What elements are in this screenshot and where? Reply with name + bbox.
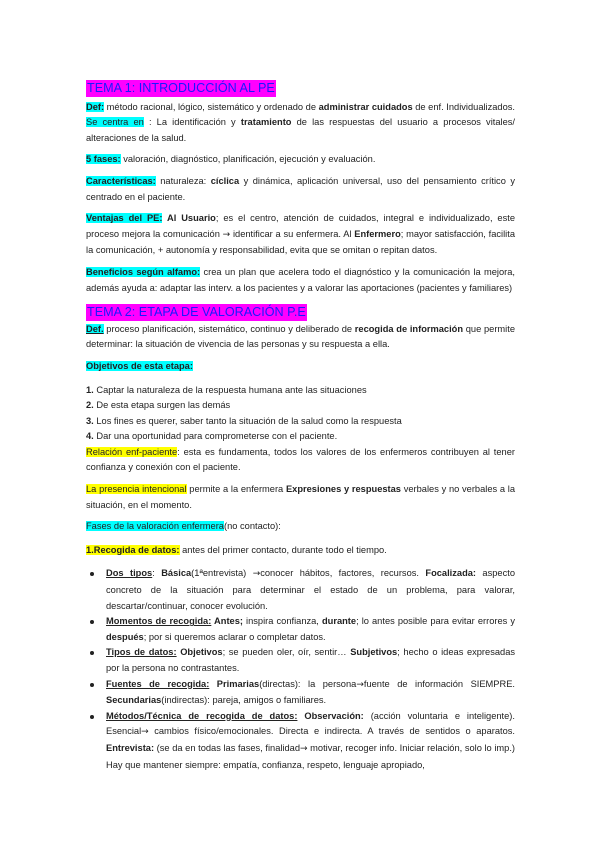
bullet-bold: Básica <box>161 568 192 579</box>
item-number: 2. <box>86 400 94 411</box>
recogida-label: 1.Recogida de datos: <box>86 544 180 555</box>
bullet-icon <box>90 651 94 655</box>
list-item <box>86 566 515 614</box>
caracteristicas-text: naturaleza: <box>155 175 211 186</box>
ventajas-text: identificar a su enfermera. Al <box>230 228 355 239</box>
presencia-bold: Expresiones y respuestas <box>285 484 401 495</box>
bullet-bold: Subjetivos <box>350 647 398 658</box>
ventajas-text: ; es el centro, atención de cuidados, integral e individualizado, este proceso mejora la comunicación <box>86 213 516 239</box>
def-text: proceso planificación, sistemático, continuo y deliberado de <box>103 323 355 334</box>
def-text: que permite determinar: la situación de vivencia de las personas y su respuesta a ella. <box>86 323 515 350</box>
bullet-bold: Observación: <box>297 710 364 721</box>
list-item <box>86 645 515 676</box>
bullet-text: (indirectas): pareja, amigos o familiares. <box>161 695 327 706</box>
item-number: 1. <box>86 384 94 395</box>
def-bold: administrar cuidados <box>318 101 413 112</box>
ventajas-text: ; mayor satisfacción, facilita la comunicación, + autonomía y responsabilidad, evita que se omitan o repitan datos. <box>86 228 516 256</box>
recogida-bullet-list <box>86 566 515 773</box>
arrow-right-icon: → <box>222 229 231 240</box>
presencia-text: permite a la enfermera <box>186 484 286 495</box>
tema2-title: TEMA 2: ETAPA DE VALORACIÓN P.E <box>87 305 306 320</box>
bullet-text: cambios físico/emocionales. Directa e indirecta. A través de sentidos o aparatos. <box>148 726 515 737</box>
bullet-icon <box>90 683 94 687</box>
list-item <box>86 398 515 414</box>
bullet-text: ; se pueden oler, oír, sentir… <box>222 647 351 658</box>
bullet-label: Fuentes de recogida: <box>106 678 210 689</box>
list-item <box>86 614 515 645</box>
recogida-text: antes del primer contacto, durante todo el tiempo. <box>179 544 387 555</box>
bullet-text: fuente de información SIEMPRE. <box>363 678 516 689</box>
caracteristicas-text: y dinámica, aplicación universal, uso del pensamiento crítico y centrado en el paciente. <box>86 175 515 202</box>
bullet-bold: Primarias <box>209 678 260 689</box>
list-item <box>86 429 515 445</box>
item-text: De esta etapa surgen las demás <box>93 400 231 411</box>
objetivos-heading <box>86 359 515 375</box>
bullet-bold: Antes; <box>211 616 243 627</box>
def-text: de las respuestas del usuario a procesos vitales/ alteraciones de la salud. <box>86 117 515 143</box>
centra-en-highlight: Se centra en <box>86 117 144 128</box>
objetivos-list <box>86 383 515 445</box>
beneficios-text: crea un plan que acelera todo el diagnóstico y la comunicación la mejora, además ayuda a: adaptar las interv. a los pacientes y a valorar las aportaciones (pacientes y familiares) <box>86 266 515 293</box>
bullet-bold: Focalizada: <box>425 568 477 579</box>
bullet-icon <box>90 715 94 719</box>
ventajas-bold: Enfermero <box>354 228 401 239</box>
bullet-label: Momentos de recogida: <box>106 616 212 627</box>
bullet-text: conocer hábitos, factores, recursos. <box>260 568 426 579</box>
tema1-def-paragraph <box>86 100 515 147</box>
bullet-label: Tipos de datos: <box>106 647 177 658</box>
bullet-text: aspecto concreto de la situación para determinar el estado de un problema, para valorar, descartar/continuar, conocer evolución. <box>106 568 515 611</box>
bullet-text: (1ªentrevista) <box>191 568 253 579</box>
arrow-right-icon: → <box>356 679 364 690</box>
def-text: método racional, lógico, sistemático y ordenado de <box>104 101 319 112</box>
relacion-label: Relación enf-paciente <box>86 446 178 457</box>
bullet-text: ; por si queremos aclarar o completar datos. <box>143 631 326 642</box>
caracteristicas-bold: cíclica <box>210 175 240 186</box>
def-text: : La identificación y <box>143 117 241 128</box>
arrow-right-icon: → <box>300 743 308 754</box>
tema1-title: TEMA 1: INTRODUCCIÓN AL PE <box>87 81 275 95</box>
bullet-bold: Secundarias <box>106 695 162 706</box>
presencia-label: La presencia intencional <box>86 484 187 495</box>
item-text: Captar la naturaleza de la respuesta humana ante las situaciones <box>93 384 367 395</box>
bullet-icon <box>90 572 94 576</box>
item-number: 3. <box>86 415 94 426</box>
fases-label: 5 fases: <box>86 154 121 165</box>
relacion-paragraph <box>86 445 515 476</box>
tema2-def-paragraph <box>86 322 515 353</box>
relacion-text: : esta es fundamenta, todos los valores de los enfermeros contribuyen al tener confianza y conexión con el paciente. <box>86 446 515 473</box>
fases-valoracion-text: (no contacto): <box>223 521 281 532</box>
caracteristicas-label: Características: <box>86 175 156 186</box>
bullet-text: (acción voluntaria e inteligente). Esencial <box>106 710 515 737</box>
def-label: Def. <box>86 323 104 334</box>
recogida-paragraph <box>86 543 515 559</box>
def-label: Def: <box>86 101 105 112</box>
item-number: 4. <box>86 431 94 442</box>
fases-text: valoración, diagnóstico, planificación, ejecución y evaluación. <box>120 154 376 165</box>
bullet-text: motivar, recoger info. Iniciar relación, solo lo imp.) Hay que mantener siempre: empatía, confianza, respeto, lenguaje apropiado, <box>106 742 515 770</box>
bullet-text: : <box>152 568 162 579</box>
beneficios-paragraph <box>86 265 515 296</box>
fases-paragraph <box>86 152 515 168</box>
ventajas-bold: Al Usuario <box>162 213 216 224</box>
item-text: Dar una oportunidad para comprometerse con el paciente. <box>93 431 338 442</box>
presencia-text: verbales y no verbales a la situación, en el momento. <box>86 484 515 510</box>
bullet-text: inspira confianza, <box>242 616 322 627</box>
caracteristicas-paragraph <box>86 174 515 205</box>
fases-valoracion-paragraph <box>86 519 515 535</box>
bullet-icon <box>90 620 94 624</box>
list-item <box>86 414 515 430</box>
arrow-right-icon: → <box>252 569 261 580</box>
fases-valoracion-label: Fases de la valoración enfermera <box>86 521 224 532</box>
bullet-label: Métodos/Técnica de recogida de datos: <box>106 710 298 721</box>
presencia-paragraph <box>86 482 515 513</box>
list-item <box>86 383 515 399</box>
def-text: de enf. Individualizados. <box>412 101 516 112</box>
def-bold: tratamiento <box>240 117 292 128</box>
bullet-label: Dos tipos <box>106 568 153 579</box>
list-item <box>86 677 515 709</box>
item-text: Los fines es querer, saber tanto la situación de la salud como la respuesta <box>93 415 402 426</box>
bullet-text: ; lo antes posible para evitar errores y <box>356 616 515 627</box>
document-content <box>86 80 515 773</box>
ventajas-label: Ventajas del PE: <box>86 213 163 224</box>
bullet-bold: Objetivos <box>176 647 223 658</box>
def-bold: recogida de información <box>354 323 464 334</box>
objetivos-label: Objetivos de esta etapa: <box>86 360 193 371</box>
bullet-bold: durante <box>321 616 357 627</box>
beneficios-label: Beneficios según alfamo: <box>86 266 201 277</box>
bullet-bold: después <box>106 631 144 642</box>
arrow-right-icon: → <box>141 727 149 738</box>
bullet-bold: Entrevista: <box>106 742 155 753</box>
bullet-text: (directas): la persona <box>259 678 357 689</box>
ventajas-paragraph <box>86 211 515 259</box>
bullet-text: ; hecho o ideas expresadas por la persona no contrastantes. <box>106 647 516 673</box>
bullet-text: (se da en todas las fases, finalidad <box>154 742 301 753</box>
list-item <box>86 709 515 773</box>
